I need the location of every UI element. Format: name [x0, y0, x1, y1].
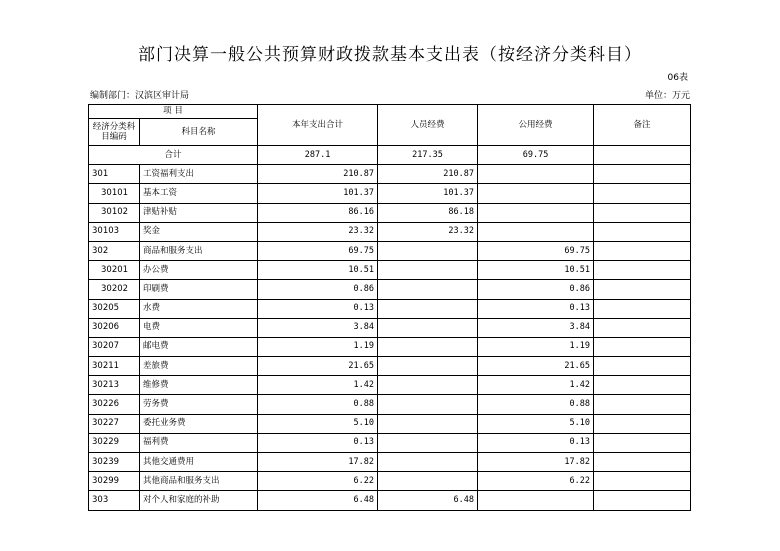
row-code: 30101: [89, 184, 140, 203]
header-note: 备注: [594, 105, 691, 146]
row-total: 5.10: [258, 414, 378, 433]
row-code: 30213: [89, 376, 140, 395]
row-name: 办公费: [140, 261, 258, 280]
row-personnel: 210.87: [378, 165, 478, 184]
row-note: [594, 357, 691, 376]
row-public: 69.75: [478, 241, 594, 260]
row-personnel: [378, 414, 478, 433]
row-personnel: [378, 395, 478, 414]
row-code: 30211: [89, 357, 140, 376]
row-name: 福利费: [140, 433, 258, 452]
row-note: [594, 299, 691, 318]
row-personnel: [378, 318, 478, 337]
header-name: 科目名称: [140, 119, 258, 146]
header-public: 公用经费: [478, 105, 594, 146]
row-public: 3.84: [478, 318, 594, 337]
header-personnel: 人员经费: [378, 105, 478, 146]
row-personnel: [378, 261, 478, 280]
row-code: 30227: [89, 414, 140, 433]
row-personnel: [378, 299, 478, 318]
row-public: 17.82: [478, 453, 594, 472]
row-note: [594, 241, 691, 260]
header-row-1: [89, 105, 691, 119]
row-public: 5.10: [478, 414, 594, 433]
row-code: 30102: [89, 203, 140, 222]
expenditure-table: [88, 104, 691, 511]
row-name: 工资福利支出: [140, 165, 258, 184]
table-row: [89, 337, 691, 356]
row-public: 1.19: [478, 337, 594, 356]
row-public: [478, 203, 594, 222]
row-name: 其他交通费用: [140, 453, 258, 472]
row-code: 30226: [89, 395, 140, 414]
row-total: 86.16: [258, 203, 378, 222]
row-name: 商品和服务支出: [140, 241, 258, 260]
row-total: 6.22: [258, 472, 378, 491]
table-row: [89, 241, 691, 260]
total-note: [594, 146, 691, 165]
row-note: [594, 414, 691, 433]
total-public: 69.75: [478, 146, 594, 165]
row-total: 101.37: [258, 184, 378, 203]
total-amount: 287.1: [258, 146, 378, 165]
row-name: 水费: [140, 299, 258, 318]
row-note: [594, 203, 691, 222]
row-note: [594, 318, 691, 337]
unit-label: 单位：万元: [644, 91, 690, 101]
row-name: 奖金: [140, 222, 258, 241]
table-row: [89, 280, 691, 299]
page-title: 部门决算一般公共预算财政拨款基本支出表（按经济分类科目）: [138, 45, 642, 65]
row-name: 维修费: [140, 376, 258, 395]
row-code: 30207: [89, 337, 140, 356]
table-row: [89, 184, 691, 203]
row-public: 0.88: [478, 395, 594, 414]
department-label: 编制部门：汉滨区审计局: [90, 91, 190, 101]
table-row: [89, 433, 691, 452]
row-note: [594, 184, 691, 203]
row-public: [478, 165, 594, 184]
table-row: [89, 299, 691, 318]
row-name: 差旅费: [140, 357, 258, 376]
header-total: 本年支出合计: [258, 105, 378, 146]
row-note: [594, 280, 691, 299]
row-name: 印刷费: [140, 280, 258, 299]
row-total: 21.65: [258, 357, 378, 376]
row-note: [594, 337, 691, 356]
row-personnel: 23.32: [378, 222, 478, 241]
row-note: [594, 222, 691, 241]
row-total: 3.84: [258, 318, 378, 337]
row-public: [478, 491, 594, 510]
row-code: 30205: [89, 299, 140, 318]
row-personnel: 86.18: [378, 203, 478, 222]
row-public: 0.86: [478, 280, 594, 299]
row-total: 0.13: [258, 433, 378, 452]
row-total: 0.86: [258, 280, 378, 299]
row-note: [594, 472, 691, 491]
row-personnel: 6.48: [378, 491, 478, 510]
row-personnel: [378, 280, 478, 299]
row-name: 津贴补贴: [140, 203, 258, 222]
table-row: [89, 357, 691, 376]
table-row: [89, 165, 691, 184]
row-code: 301: [89, 165, 140, 184]
row-total: 210.87: [258, 165, 378, 184]
row-note: [594, 453, 691, 472]
row-code: 30206: [89, 318, 140, 337]
row-total: 0.88: [258, 395, 378, 414]
row-name: 对个人和家庭的补助: [140, 491, 258, 510]
row-name: 电费: [140, 318, 258, 337]
row-total: 1.42: [258, 376, 378, 395]
total-row: [89, 146, 691, 165]
row-total: 23.32: [258, 222, 378, 241]
row-code: 30229: [89, 433, 140, 452]
row-public: [478, 222, 594, 241]
row-public: 6.22: [478, 472, 594, 491]
row-public: [478, 184, 594, 203]
table-row: [89, 376, 691, 395]
table-row: [89, 318, 691, 337]
header-code: 经济分类科目编码: [89, 119, 140, 146]
total-personnel: 217.35: [378, 146, 478, 165]
row-code: 303: [89, 491, 140, 510]
row-name: 邮电费: [140, 337, 258, 356]
row-code: 30239: [89, 453, 140, 472]
row-personnel: 101.37: [378, 184, 478, 203]
table-row: [89, 203, 691, 222]
table-row: [89, 414, 691, 433]
table-row: [89, 453, 691, 472]
row-name: 劳务费: [140, 395, 258, 414]
table-row: [89, 261, 691, 280]
row-personnel: [378, 357, 478, 376]
row-public: 0.13: [478, 433, 594, 452]
row-name: 其他商品和服务支出: [140, 472, 258, 491]
row-total: 69.75: [258, 241, 378, 260]
row-code: 302: [89, 241, 140, 260]
table-row: [89, 491, 691, 510]
row-code: 30299: [89, 472, 140, 491]
row-personnel: [378, 472, 478, 491]
row-personnel: [378, 376, 478, 395]
row-total: 0.13: [258, 299, 378, 318]
form-code: 06表: [667, 73, 688, 83]
row-public: 21.65: [478, 357, 594, 376]
row-note: [594, 261, 691, 280]
row-total: 10.51: [258, 261, 378, 280]
row-code: 30201: [89, 261, 140, 280]
row-note: [594, 395, 691, 414]
row-note: [594, 433, 691, 452]
table-row: [89, 222, 691, 241]
row-note: [594, 165, 691, 184]
row-public: 1.42: [478, 376, 594, 395]
row-code: 30202: [89, 280, 140, 299]
header-item: 项 目: [89, 105, 258, 119]
row-note: [594, 491, 691, 510]
row-personnel: [378, 241, 478, 260]
total-label: 合计: [89, 146, 258, 165]
row-total: 17.82: [258, 453, 378, 472]
row-public: 10.51: [478, 261, 594, 280]
row-note: [594, 376, 691, 395]
table-row: [89, 472, 691, 491]
row-total: 6.48: [258, 491, 378, 510]
table-row: [89, 395, 691, 414]
row-personnel: [378, 433, 478, 452]
row-name: 委托业务费: [140, 414, 258, 433]
row-code: 30103: [89, 222, 140, 241]
row-personnel: [378, 337, 478, 356]
row-public: 0.13: [478, 299, 594, 318]
row-personnel: [378, 453, 478, 472]
row-name: 基本工资: [140, 184, 258, 203]
row-total: 1.19: [258, 337, 378, 356]
